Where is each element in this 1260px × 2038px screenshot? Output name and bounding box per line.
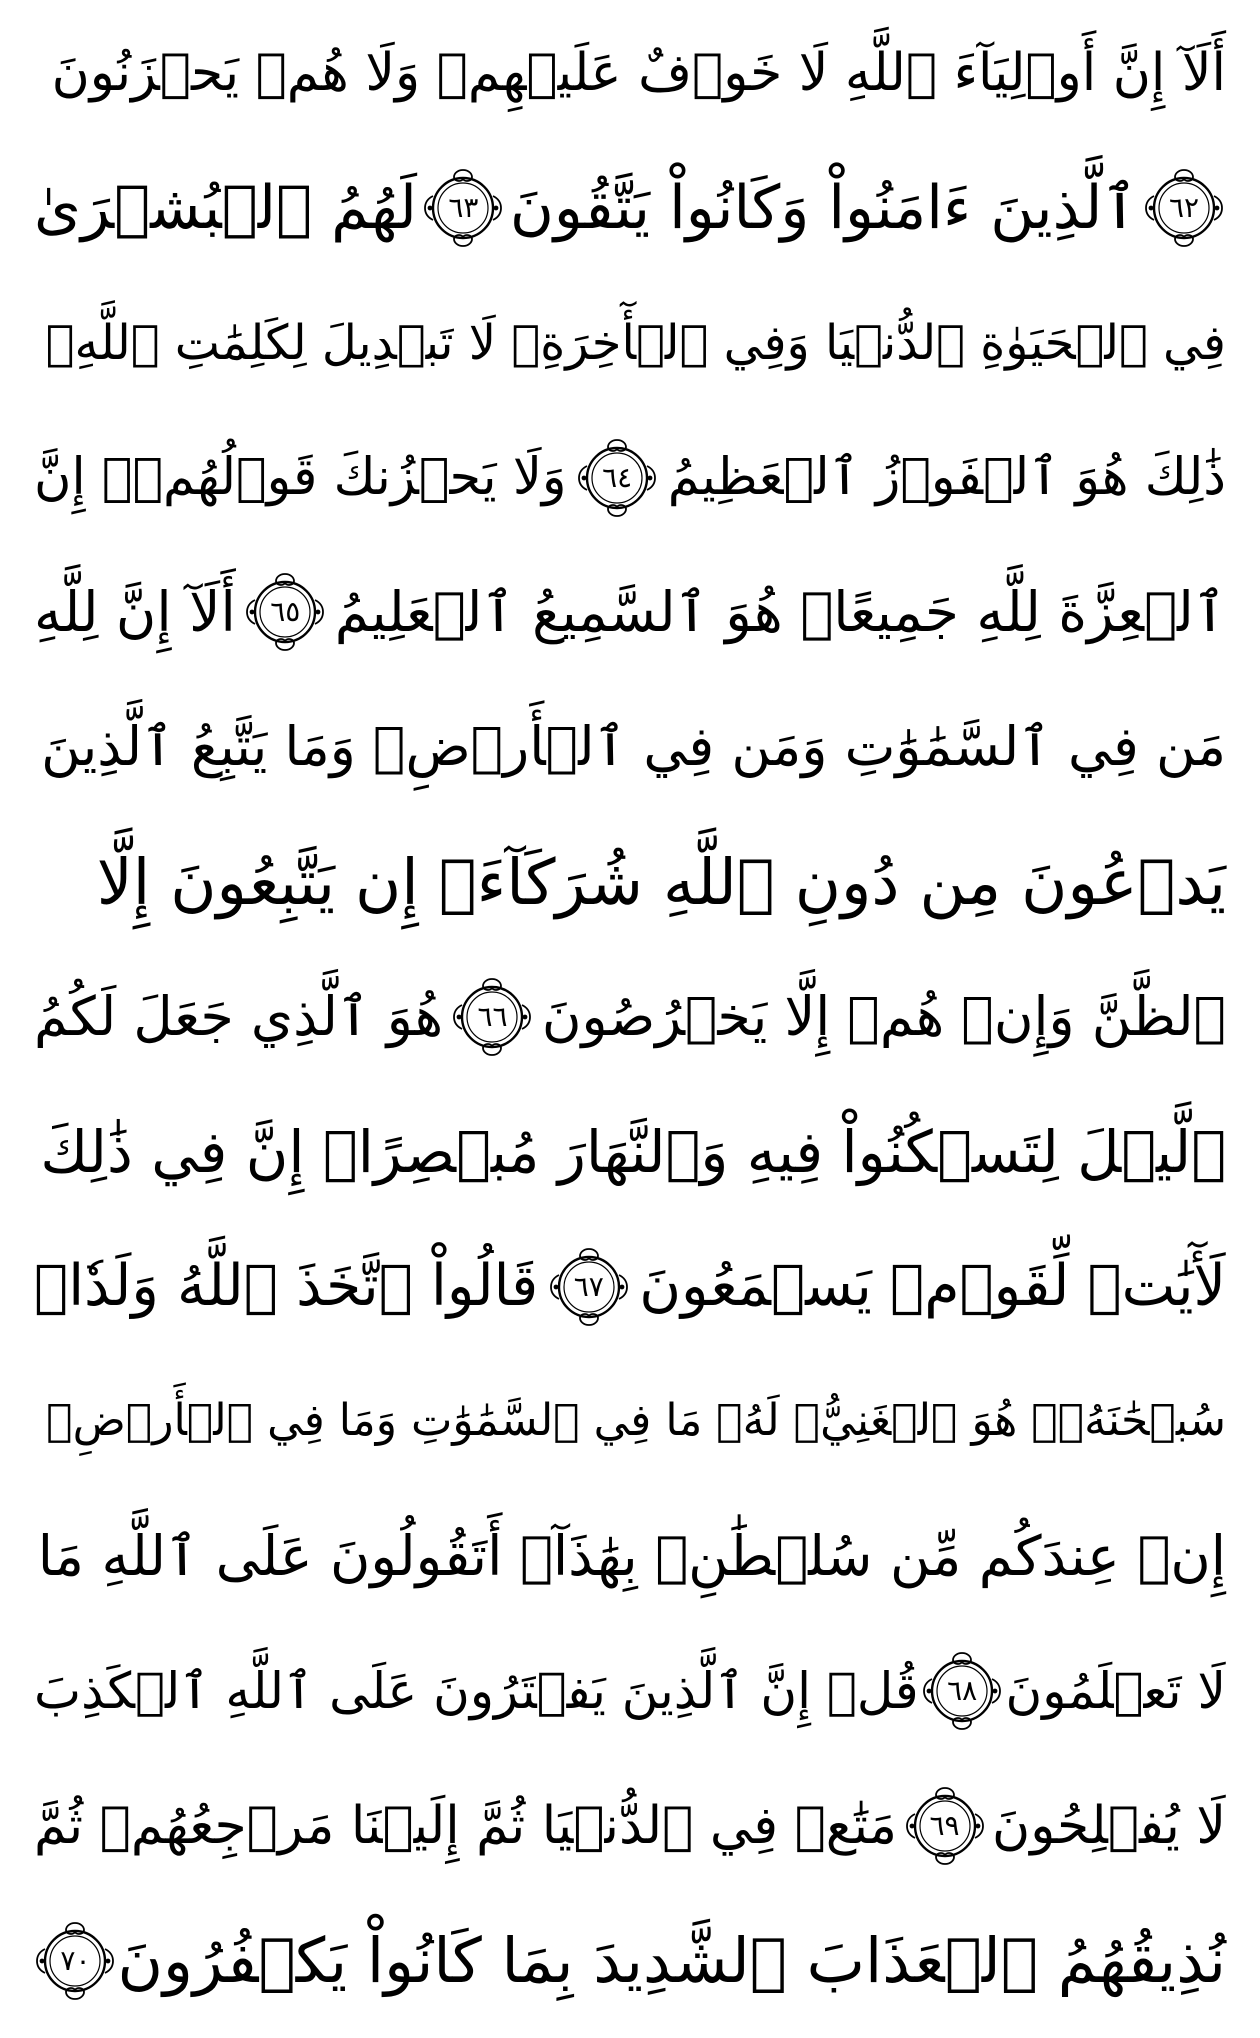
verse-text: ٱلَّذِينَ ءَامَنُواْ وَكَانُواْ يَتَّقُونَ bbox=[509, 172, 1138, 243]
verse-text: فِي ٱلۡحَيَوٰةِ ٱلدُّنۡيَا وَفِي ٱلۡأٓخِرَةِۚ لَا تَبۡدِيلَ لِكَلِمَٰتِ ٱللَّهِۚ bbox=[45, 314, 1226, 371]
verse-line bbox=[34, 284, 1226, 402]
verse-line bbox=[34, 553, 1226, 671]
verse-text: لَهُمُ ٱلۡبُشۡرَىٰ bbox=[34, 172, 417, 243]
verse-line bbox=[34, 1228, 1226, 1346]
verse-text: لَا تَعۡلَمُونَ bbox=[1005, 1662, 1226, 1721]
verse-line bbox=[34, 1362, 1226, 1480]
ayah-number: ٦٧ bbox=[573, 1269, 604, 1303]
ayah-number: ٦٢ bbox=[1168, 190, 1200, 224]
verse-line bbox=[34, 1497, 1226, 1615]
ayah-number-marker bbox=[920, 1649, 1004, 1733]
verse-text: إِنۡ عِندَكُم مِّن سُلۡطَٰنِۭ بِهَٰذَآۚ أَتَقُولُونَ عَلَى ٱللَّهِ مَا bbox=[37, 1523, 1226, 1588]
verse-line bbox=[34, 958, 1226, 1076]
verse-line bbox=[34, 14, 1226, 132]
ayah-number: ٧٠ bbox=[60, 1943, 91, 1977]
ayah-number-marker bbox=[33, 1919, 117, 2003]
ayah-number: ٦٥ bbox=[270, 595, 301, 629]
verse-text: ٱلۡعِزَّةَ لِلَّهِ جَمِيعًاۚ هُوَ ٱلسَّمِيعُ ٱلۡعَلِيمُ bbox=[334, 579, 1226, 644]
verse-line bbox=[34, 823, 1226, 941]
verse-line bbox=[34, 1902, 1226, 2020]
verse-text: سُبۡحَٰنَهُۥۖ هُوَ ٱلۡغَنِيُّۖ لَهُۥ مَا فِي ٱلسَّمَٰوَٰتِ وَمَا فِي ٱلۡأَرۡضِۚ bbox=[46, 1395, 1226, 1447]
verse-line bbox=[34, 419, 1226, 537]
verse-text: مَتَٰعٞ فِي ٱلدُّنۡيَا ثُمَّ إِلَيۡنَا مَرۡجِعُهُمۡ ثُمَّ bbox=[34, 1795, 898, 1856]
ayah-number: ٦٩ bbox=[929, 1808, 960, 1842]
ayah-number: ٦٦ bbox=[477, 999, 508, 1033]
verse-text: قَالُواْ ٱتَّخَذَ ٱللَّهُ وَلَدٗاۗ bbox=[34, 1253, 539, 1320]
verse-line bbox=[34, 688, 1226, 806]
ayah-number-marker bbox=[1142, 166, 1226, 250]
verse-line bbox=[34, 1093, 1226, 1211]
ayah-number: ٦٣ bbox=[448, 190, 479, 224]
verse-line bbox=[34, 149, 1226, 267]
ayah-number-marker bbox=[450, 975, 534, 1059]
ayah-number: ٦٨ bbox=[947, 1674, 978, 1708]
verse-text: وَلَا يَحۡزُنكَ قَوۡلُهُمۡۘ إِنَّ bbox=[34, 448, 567, 508]
ayah-number-marker bbox=[421, 166, 505, 250]
verse-text: ٱلَّيۡلَ لِتَسۡكُنُواْ فِيهِ وَٱلنَّهَارَ مُبۡصِرًاۚ إِنَّ فِي ذَٰلِكَ bbox=[40, 1117, 1226, 1186]
verse-text: أَلَآ إِنَّ أَوۡلِيَآءَ ٱللَّهِ لَا خَوۡفٌ عَلَيۡهِمۡ وَلَا هُمۡ يَحۡزَنُونَ bbox=[51, 43, 1226, 103]
verse-line bbox=[34, 1632, 1226, 1750]
verse-text: أَلَآ إِنَّ لِلَّهِ bbox=[34, 579, 236, 644]
ayah-number-marker bbox=[575, 436, 659, 520]
verse-text: ٱلظَّنَّ وَإِنۡ هُمۡ إِلَّا يَخۡرُصُونَ bbox=[541, 984, 1226, 1048]
verse-text: يَدۡعُونَ مِن دُونِ ٱللَّهِ شُرَكَآءَۚ إِن يَتَّبِعُونَ إِلَّا bbox=[96, 845, 1226, 919]
ayah-number-marker bbox=[903, 1784, 987, 1868]
verse-text: ذَٰلِكَ هُوَ ٱلۡفَوۡزُ ٱلۡعَظِيمُ bbox=[667, 448, 1226, 508]
verse-text: نُذِيقُهُمُ ٱلۡعَذَابَ ٱلشَّدِيدَ بِمَا كَانُواْ يَكۡفُرُونَ bbox=[117, 1923, 1226, 1997]
verse-text: لَا يُفۡلِحُونَ bbox=[992, 1795, 1226, 1856]
ayah-number: ٦٤ bbox=[602, 460, 633, 494]
ayah-number-marker bbox=[547, 1245, 631, 1329]
verse-text: مَن فِي ٱلسَّمَٰوَٰتِ وَمَن فِي ٱلۡأَرۡضِۗ وَمَا يَتَّبِعُ ٱلَّذِينَ bbox=[41, 715, 1226, 779]
verse-text: هُوَ ٱلَّذِي جَعَلَ لَكُمُ bbox=[34, 984, 444, 1048]
verse-text: لَأٓيَٰتٖ لِّقَوۡمٖ يَسۡمَعُونَ bbox=[639, 1253, 1226, 1320]
verse-line bbox=[34, 1767, 1226, 1885]
ayah-number-marker bbox=[243, 570, 327, 654]
verse-text: قُلۡ إِنَّ ٱلَّذِينَ يَفۡتَرُونَ عَلَى ٱللَّهِ ٱلۡكَذِبَ bbox=[34, 1662, 919, 1721]
verse-lines bbox=[34, 14, 1226, 2020]
